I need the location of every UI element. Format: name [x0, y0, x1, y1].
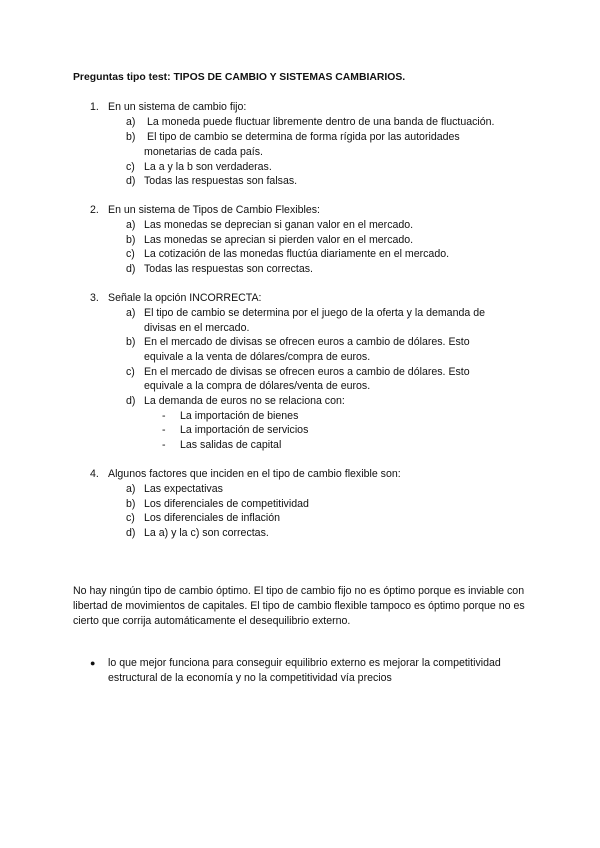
option-letter: b) [126, 131, 136, 143]
option-4d [126, 527, 269, 539]
question-4 [90, 468, 401, 480]
option-letter: b) [126, 336, 136, 348]
dash-marker: - [162, 410, 166, 422]
option-letter: d) [126, 527, 136, 539]
option-text: La cotización de las monedas fluctúa diariamente en el mercado. [144, 248, 450, 260]
option-letter: d) [126, 175, 136, 187]
option-letter: c) [126, 161, 135, 173]
option-letter: b) [126, 234, 136, 246]
option-2d [126, 263, 313, 275]
question-text: Señale la opción INCORRECTA: [108, 292, 262, 304]
option-3c [126, 366, 470, 378]
option-1b [126, 131, 460, 143]
question-text: Algunos factores que inciden en el tipo de cambio flexible son: [108, 468, 401, 480]
subitem-2 [162, 424, 308, 436]
question-1 [90, 101, 246, 113]
option-3c-cont: equivale a la compra de dólares/venta de euros. [144, 380, 371, 392]
option-4b [126, 498, 309, 510]
option-text: El tipo de cambio se determina por el juego de la oferta y la demanda de [144, 307, 485, 319]
option-4c [126, 512, 280, 524]
option-text: Las monedas se aprecian si pierden valor en el mercado. [144, 234, 414, 246]
question-number: 4. [90, 468, 99, 480]
question-text: En un sistema de Tipos de Cambio Flexibles: [108, 204, 320, 216]
dash-marker: - [162, 424, 166, 436]
option-text: Las monedas se deprecian si ganan valor en el mercado. [144, 219, 414, 231]
dash-marker: - [162, 439, 166, 451]
option-text: Los diferenciales de competitividad [144, 498, 309, 510]
option-2c [126, 248, 449, 260]
option-letter: d) [126, 263, 136, 275]
option-letter: a) [126, 219, 136, 231]
option-letter: a) [126, 483, 136, 495]
bullet-icon: ● [90, 658, 96, 668]
option-letter: c) [126, 512, 135, 524]
question-text: En un sistema de cambio fijo: [108, 101, 247, 113]
option-letter: d) [126, 395, 136, 407]
subitem-text: La importación de servicios [180, 424, 309, 436]
subitem-3 [162, 439, 281, 451]
option-1d [126, 175, 297, 187]
option-1c [126, 161, 272, 173]
question-number: 3. [90, 292, 99, 304]
option-text: La moneda puede fluctuar libremente dentro de una banda de fluctuación. [147, 116, 495, 128]
subitem-text: Las salidas de capital [180, 439, 282, 451]
question-number: 1. [90, 101, 99, 113]
option-letter: b) [126, 498, 136, 510]
option-3a [126, 307, 485, 319]
page-title: Preguntas tipo test: TIPOS DE CAMBIO Y SISTEMAS CAMBIARIOS. [73, 72, 406, 83]
option-text: Los diferenciales de inflación [144, 512, 281, 524]
option-text: La demanda de euros no se relaciona con: [144, 395, 345, 407]
option-3a-cont: divisas en el mercado. [144, 322, 250, 334]
option-text: La a y la b son verdaderas. [144, 161, 272, 173]
option-1b-cont: monetarias de cada país. [144, 146, 263, 158]
option-2b [126, 234, 413, 246]
option-3b [126, 336, 470, 348]
option-text: Todas las respuestas son correctas. [144, 263, 313, 275]
option-letter: a) [126, 116, 136, 128]
option-letter: c) [126, 366, 135, 378]
option-4a [126, 483, 223, 495]
bullet-text: lo que mejor funciona para conseguir equilibrio externo es mejorar la competitividad estructural de la economía y no la competitividad vía precios [108, 657, 501, 684]
option-3b-cont: equivale a la venta de dólares/compra de euros. [144, 351, 371, 363]
option-1a [126, 116, 495, 128]
question-2 [90, 204, 320, 216]
option-3d [126, 395, 345, 407]
option-letter: c) [126, 248, 135, 260]
explanation-paragraph: No hay ningún tipo de cambio óptimo. El tipo de cambio fijo no es óptimo porque es inviable con libertad de movimientos de capitales. El tipo de cambio flexible tampoco es óptimo porque no es cierto que corrija automáticamente el desequilibrio externo. [73, 585, 525, 627]
option-letter: a) [126, 307, 136, 319]
option-text: El tipo de cambio se determina de forma rígida por las autoridades [147, 131, 460, 143]
subitem-text: La importación de bienes [180, 410, 299, 422]
option-text: Las expectativas [144, 483, 223, 495]
question-number: 2. [90, 204, 99, 216]
option-text: En el mercado de divisas se ofrecen euros a cambio de dólares. Esto [144, 366, 470, 378]
option-text: La a) y la c) son correctas. [144, 527, 269, 539]
option-2a [126, 219, 413, 231]
option-text: Todas las respuestas son falsas. [144, 175, 298, 187]
subitem-1 [162, 410, 298, 422]
option-text: En el mercado de divisas se ofrecen euros a cambio de dólares. Esto [144, 336, 470, 348]
question-3 [90, 292, 261, 304]
